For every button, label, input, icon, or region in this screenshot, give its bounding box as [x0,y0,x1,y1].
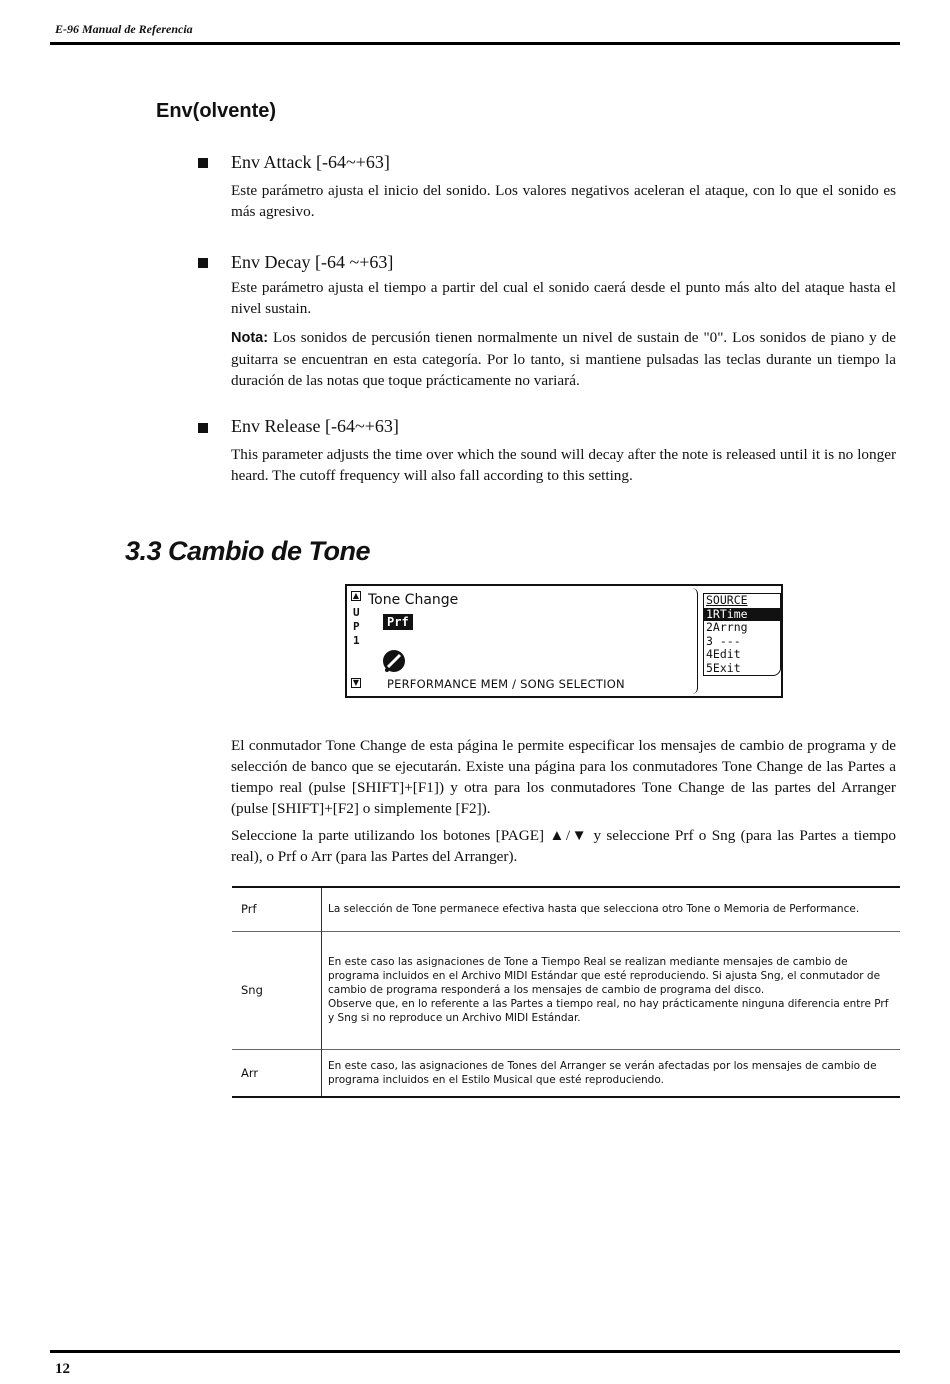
bullet-icon [198,158,208,168]
table-value [322,1049,901,1097]
running-header: E-96 Manual de Referencia [55,22,193,36]
env-attack-desc: Este parámetro ajusta el inicio del sonido. Los valores negativos aceleran el ataque, con lo que el sonido es más agresivo. [231,182,896,220]
lcd-side-char: U [353,606,360,619]
table-value [322,931,901,1049]
lcd-footer: PERFORMANCE MEM / SONG SELECTION [387,677,625,691]
param-env-attack: Env Attack [-64~+63] [231,152,390,172]
table-cell-text: En este caso las asignaciones de Tone a Tiempo Real se realizan mediante mensajes de cambio de programa incluidos en el Archivo MIDI Estándar que esté reproduciendo. Si ajusta Sng, el conmutador de cambio de programa responderá a los mensajes de cambio de programa del disco. [328,956,881,996]
table-cell-text: En este caso, las asignaciones de Tones del Arranger se verán afectadas por los mensajes de cambio de programa incluidos en el Estilo Musical que esté reproduciendo. [328,1059,877,1086]
table-row [232,1049,900,1097]
lcd-side-char: P [353,620,360,633]
bullet-icon [198,423,208,433]
page-down-icon: ▼ [352,678,360,687]
table-row [232,887,900,931]
header-rule [50,42,900,45]
table-row [232,931,900,1049]
lcd-menu-source: SOURCE [706,593,748,607]
lcd-menu-rtime: 1RTime [704,608,780,622]
lcd-menu-arrng: 2Arrng [706,620,748,634]
param-env-release: Env Release [-64~+63] [231,416,399,436]
section-title: 3.3 Cambio de Tone [125,536,371,566]
env-heading: Env(olvente) [156,100,277,122]
lcd-menu-empty: 3 --- [706,633,741,648]
lcd-side-char: 1 [353,634,360,647]
footer-rule [50,1350,900,1353]
lcd-main-area [365,588,698,694]
env-release-desc: This parameter adjusts the time over which the sound will decay after the note is released until it is no longer heard. The cutoff frequency will also fall according to this setting. [231,446,896,484]
table-value [322,887,901,931]
env-decay-desc: Este parámetro ajusta el tiempo a partir del cual el sonido caerá desde el punto más alto del ataque hasta el nivel sustain. [231,279,896,317]
knob-icon [381,648,407,674]
note-label: Nota: [231,330,269,346]
tone-change-intro: El conmutador Tone Change de esta página le permite especificar los mensajes de cambio de programa y de selección de banco que se ejecutarán. Existe una página para los conmutadores Tone Change de las Partes a tiempo real (pulse [SHIFT]+[F1]) y otra para los conmutadores Tone Change de las partes del Arranger (pulse [SHIFT]+[F2] o simplemente [F2]). [231,737,896,817]
lcd-value-chip: Prf [383,614,413,630]
table-cell-text: La selección de Tone permanece efectiva hasta que selecciona otro Tone o Memoria de Performance. [328,903,860,916]
lcd-screen [345,584,783,698]
param-env-decay: Env Decay [-64 ~+63] [231,252,394,272]
tone-change-table [232,886,900,1098]
page-number: 12 [55,1361,70,1377]
bullet-icon [198,258,208,268]
tone-change-select: Seleccione la parte utilizando los botones [PAGE] ▲/▼ y seleccione Prf o Sng (para las Partes a tiempo real), o Prf o Arr (para las Partes del Arranger). [231,827,896,865]
lcd-function-menu [703,593,781,676]
note-text: Los sonidos de percusión tienen normalmente un nivel de sustain de "0". Los sonidos de piano y de guitarra se encuentran en esta categoría. Por lo tanto, si mantiene pulsadas las teclas durante un tiempo la duración de las notas que toque prácticamente no variará. [231,329,897,389]
page-up-icon: ▲ [352,591,360,600]
table-key: Arr [232,1049,322,1097]
lcd-page-indicator [349,588,363,694]
table-key: Sng [232,931,322,1049]
lcd-menu-exit: 5Exit [706,660,741,675]
env-decay-note [231,327,896,391]
lcd-title: Tone Change [368,592,459,608]
table-key: Prf [232,887,322,931]
table-cell-text: Observe que, en lo referente a las Partes a tiempo real, no hay prácticamente ninguna diferencia entre Prf y Sng si no reproduce un Archivo MIDI Estándar. [328,998,889,1024]
lcd-menu-edit: 4Edit [706,647,741,661]
